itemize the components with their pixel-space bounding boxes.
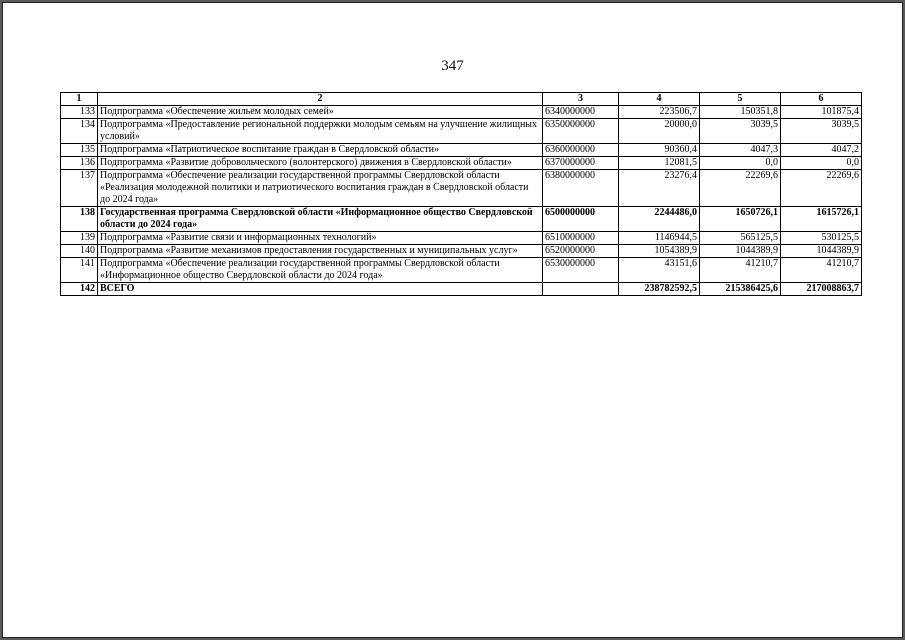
code-cell: 6360000000 bbox=[543, 144, 619, 157]
value-col4-cell: 90360,4 bbox=[619, 144, 700, 157]
row-number-cell: 140 bbox=[61, 245, 98, 258]
value-col6-cell: 217008863,7 bbox=[781, 283, 862, 296]
row-number-cell: 141 bbox=[61, 258, 98, 283]
code-cell: 6340000000 bbox=[543, 106, 619, 119]
table-row bbox=[61, 232, 862, 245]
program-name-cell: Подпрограмма «Развитие добровольческого (волонтерского) движения в Свердловской области» bbox=[98, 157, 543, 170]
table-row bbox=[61, 119, 862, 144]
document-page bbox=[2, 2, 903, 638]
table-row bbox=[61, 170, 862, 207]
code-cell: 6510000000 bbox=[543, 232, 619, 245]
value-col6-cell: 41210,7 bbox=[781, 258, 862, 283]
code-cell: 6380000000 bbox=[543, 170, 619, 207]
row-number-cell: 139 bbox=[61, 232, 98, 245]
value-col5-cell: 150351,8 bbox=[700, 106, 781, 119]
value-col4-cell: 12081,5 bbox=[619, 157, 700, 170]
value-col6-cell: 530125,5 bbox=[781, 232, 862, 245]
page-number: 347 bbox=[441, 58, 464, 74]
row-number-cell: 142 bbox=[61, 283, 98, 296]
value-col5-cell: 1044389,9 bbox=[700, 245, 781, 258]
table-row bbox=[61, 144, 862, 157]
program-name-cell: Подпрограмма «Развитие механизмов предоставления государственных и муниципальных услуг» bbox=[98, 245, 543, 258]
table-row bbox=[61, 157, 862, 170]
value-col5-cell: 22269,6 bbox=[700, 170, 781, 207]
value-col6-cell: 0,0 bbox=[781, 157, 862, 170]
value-col4-cell: 2244486,0 bbox=[619, 207, 700, 232]
row-number-cell: 138 bbox=[61, 207, 98, 232]
table-row bbox=[61, 258, 862, 283]
program-name-cell: Подпрограмма «Развитие связи и информационных технологий» bbox=[98, 232, 543, 245]
value-col6-cell: 3039,5 bbox=[781, 119, 862, 144]
value-col4-cell: 43151,6 bbox=[619, 258, 700, 283]
program-name-cell: Государственная программа Свердловской области «Информационное общество Свердловской области до 2024 года» bbox=[98, 207, 543, 232]
value-col4-cell: 20000,0 bbox=[619, 119, 700, 144]
value-col6-cell: 4047,2 bbox=[781, 144, 862, 157]
value-col4-cell: 23276,4 bbox=[619, 170, 700, 207]
program-name-cell: Подпрограмма «Предоставление региональной поддержки молодым семьям на улучшение жилищных условий» bbox=[98, 119, 543, 144]
column-header: 2 bbox=[98, 93, 543, 106]
row-number-cell: 136 bbox=[61, 157, 98, 170]
budget-table bbox=[60, 92, 862, 296]
value-col5-cell: 3039,5 bbox=[700, 119, 781, 144]
value-col6-cell: 101875,4 bbox=[781, 106, 862, 119]
value-col6-cell: 1044389,9 bbox=[781, 245, 862, 258]
table-row bbox=[61, 283, 862, 296]
program-name-cell: Подпрограмма «Обеспечение жильем молодых семей» bbox=[98, 106, 543, 119]
row-number-cell: 137 bbox=[61, 170, 98, 207]
value-col6-cell: 22269,6 bbox=[781, 170, 862, 207]
column-header: 6 bbox=[781, 93, 862, 106]
value-col5-cell: 4047,3 bbox=[700, 144, 781, 157]
value-col4-cell: 1146944,5 bbox=[619, 232, 700, 245]
code-cell: 6530000000 bbox=[543, 258, 619, 283]
value-col4-cell: 223506,7 bbox=[619, 106, 700, 119]
table-row bbox=[61, 106, 862, 119]
row-number-cell: 134 bbox=[61, 119, 98, 144]
value-col5-cell: 0,0 bbox=[700, 157, 781, 170]
table-row bbox=[61, 245, 862, 258]
value-col6-cell: 1615726,1 bbox=[781, 207, 862, 232]
code-cell: 6520000000 bbox=[543, 245, 619, 258]
column-header: 1 bbox=[61, 93, 98, 106]
code-cell bbox=[543, 283, 619, 296]
value-col4-cell: 1054389,9 bbox=[619, 245, 700, 258]
value-col5-cell: 41210,7 bbox=[700, 258, 781, 283]
column-header: 3 bbox=[543, 93, 619, 106]
value-col5-cell: 1650726,1 bbox=[700, 207, 781, 232]
program-name-cell: Подпрограмма «Обеспечение реализации государственной программы Свердловской области «Реализация молодежной политики и патриотического воспитания граждан в Свердловской области до 2024 года» bbox=[98, 170, 543, 207]
program-name-cell: Подпрограмма «Обеспечение реализации государственной программы Свердловской области «Информационное общество Свердловской области до 2024 года» bbox=[98, 258, 543, 283]
value-col4-cell: 238782592,5 bbox=[619, 283, 700, 296]
program-name-cell: Подпрограмма «Патриотическое воспитание граждан в Свердловской области» bbox=[98, 144, 543, 157]
column-header: 5 bbox=[700, 93, 781, 106]
code-cell: 6370000000 bbox=[543, 157, 619, 170]
code-cell: 6350000000 bbox=[543, 119, 619, 144]
table-row bbox=[61, 207, 862, 232]
code-cell: 6500000000 bbox=[543, 207, 619, 232]
value-col5-cell: 565125,5 bbox=[700, 232, 781, 245]
column-header: 4 bbox=[619, 93, 700, 106]
program-name-cell: ВСЕГО bbox=[98, 283, 543, 296]
row-number-cell: 135 bbox=[61, 144, 98, 157]
value-col5-cell: 215386425,6 bbox=[700, 283, 781, 296]
table-header-row bbox=[61, 93, 862, 106]
row-number-cell: 133 bbox=[61, 106, 98, 119]
